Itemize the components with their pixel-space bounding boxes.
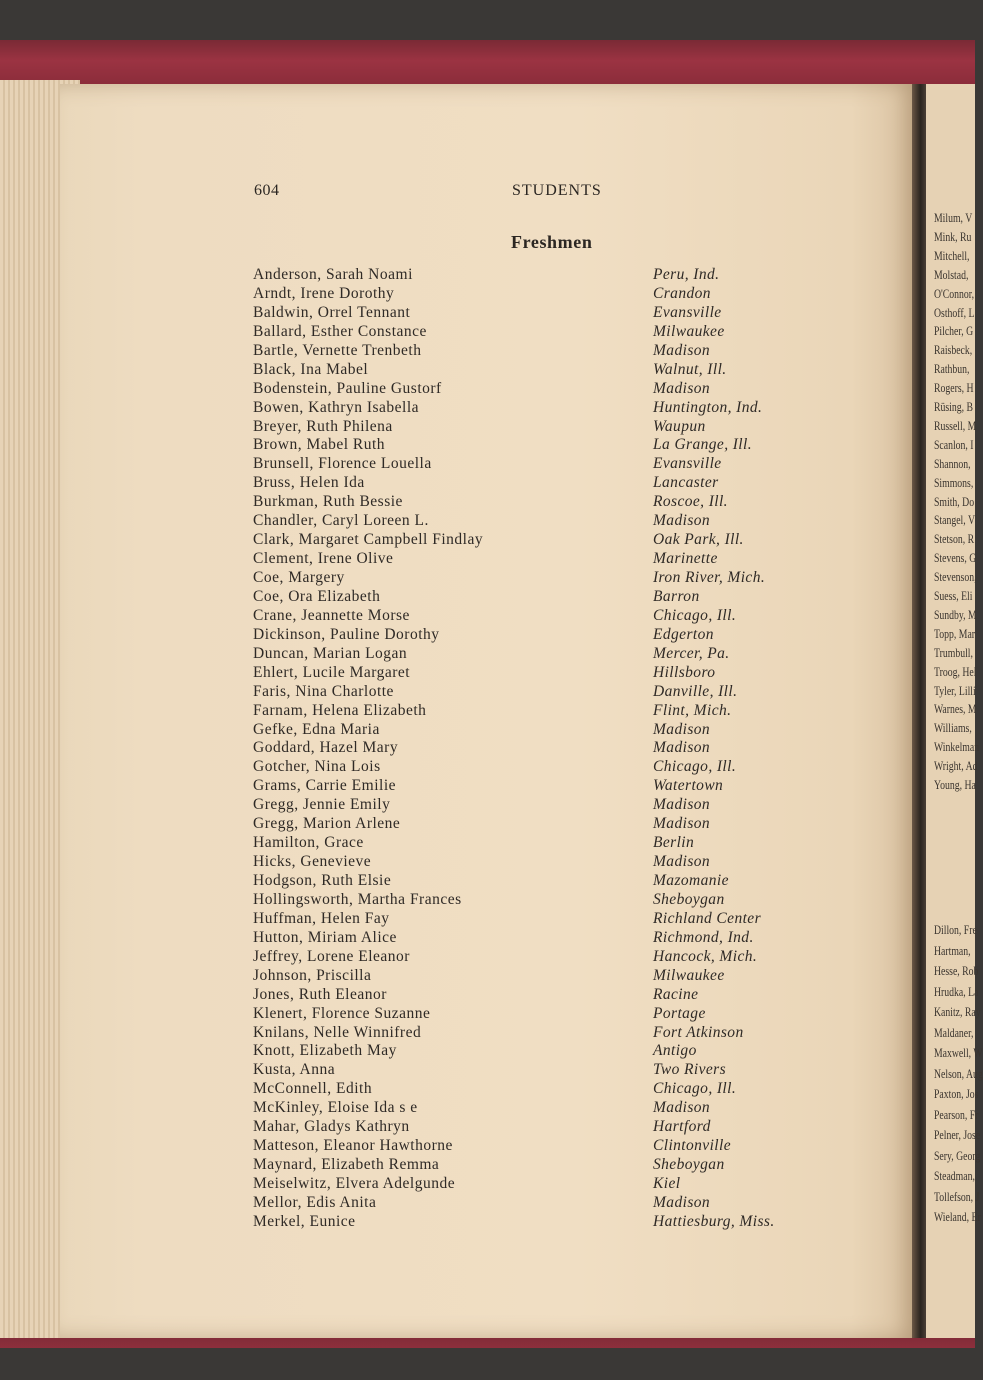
student-list — [253, 266, 853, 1232]
student-entry — [253, 550, 853, 569]
student-hometown: Richmond, Ind. — [653, 928, 754, 946]
student-hometown: Berlin — [653, 834, 695, 852]
student-entry — [253, 910, 853, 929]
facing-page-fragment: Mitchell, — [934, 247, 970, 263]
facing-page-fragment: Tollefson, J — [934, 1188, 980, 1204]
student-entry — [253, 569, 853, 588]
student-entry — [253, 399, 853, 418]
facing-page-fragment: Rathbun, — [934, 361, 970, 377]
student-name: Faris, Nina Charlotte — [253, 682, 394, 700]
student-entry — [253, 683, 853, 702]
student-name: Bodenstein, Pauline Gustorf — [253, 379, 442, 397]
student-hometown: Madison — [653, 796, 711, 814]
student-name: Coe, Margery — [253, 569, 345, 586]
student-name: Kusta, Anna — [253, 1061, 336, 1079]
student-entry — [253, 474, 853, 493]
student-name: Bowen, Kathryn Isabella — [253, 398, 420, 416]
student-name: Black, Ina Mabel — [253, 360, 369, 378]
student-hometown: Richland Center — [653, 909, 762, 927]
page-header — [0, 182, 975, 202]
student-hometown: Evansville — [653, 303, 722, 321]
student-hometown: Madison — [653, 853, 711, 871]
facing-page-fragment: Hesse, Rob — [934, 963, 979, 978]
student-entry — [253, 285, 853, 304]
facing-page-fragment: Pearson, Fr — [934, 1106, 979, 1122]
book-cover-top-edge — [0, 40, 975, 86]
student-hometown: Waupun — [653, 417, 706, 435]
student-name: Breyer, Ruth Philena — [253, 417, 393, 435]
student-entry — [253, 342, 853, 361]
student-hometown: Edgerton — [653, 625, 714, 643]
student-entry — [253, 967, 853, 986]
student-entry — [253, 418, 853, 437]
student-name: Brown, Mabel Ruth — [253, 436, 386, 454]
student-name: Crane, Jeannette Morse — [253, 606, 410, 624]
student-entry — [253, 645, 853, 664]
student-name: McConnell, Edith — [253, 1080, 373, 1098]
student-entry — [253, 512, 853, 531]
facing-page-fragment: Williams, — [934, 720, 972, 736]
student-name: Chandler, Caryl Loreen L. — [253, 512, 429, 530]
student-name: Hutton, Miriam Alice — [253, 928, 397, 946]
student-entry — [253, 323, 853, 342]
student-entry — [253, 304, 853, 323]
student-name: Duncan, Marian Logan — [253, 644, 408, 662]
facing-page-fragment: Scanlon, I — [934, 436, 974, 452]
student-hometown: Madison — [653, 1193, 711, 1211]
student-entry — [253, 986, 853, 1005]
facing-page-fragment: Rüsing, B — [934, 399, 974, 414]
student-name: Mahar, Gladys Kathryn — [253, 1118, 410, 1136]
student-name: Meiselwitz, Elvera Adelgunde — [253, 1175, 456, 1192]
student-name: Coe, Ora Elizabeth — [253, 587, 381, 605]
student-hometown: Hattiesburg, Miss. — [653, 1212, 775, 1230]
facing-page-fragment: Hrudka, La — [934, 983, 979, 999]
facing-page-fragment: Winkelman — [934, 739, 980, 755]
student-entry — [253, 266, 853, 285]
student-hometown: Hartford — [653, 1118, 711, 1136]
facing-page-fragment: Warnes, M — [934, 701, 977, 717]
student-name: McKinley, Eloise Ida s e — [253, 1099, 418, 1117]
facing-page-fragment: Stetson, R — [934, 531, 975, 547]
student-name: Baldwin, Orrel Tennant — [253, 303, 411, 321]
student-name: Arndt, Irene Dorothy — [253, 284, 395, 302]
section-title: Freshmen — [511, 232, 593, 252]
student-name: Hamilton, Grace — [253, 834, 364, 852]
facing-page-fragment: Stevens, G — [934, 550, 977, 566]
student-hometown: Milwaukee — [653, 966, 725, 984]
student-name: Farnam, Helena Elizabeth — [253, 701, 427, 719]
student-entry — [253, 739, 853, 758]
student-name: Bruss, Helen Ida — [253, 474, 365, 492]
facing-page-fragment: Wright, Ad — [934, 758, 978, 774]
student-entry — [253, 1099, 853, 1118]
page-number: 604 — [254, 182, 280, 199]
student-name: Ehlert, Lucile Margaret — [253, 663, 411, 681]
student-entry — [253, 948, 853, 967]
facing-page-fragment: Maxwell, W — [934, 1045, 983, 1060]
student-entry — [253, 436, 853, 455]
student-name: Knilans, Nelle Winnifred — [253, 1023, 422, 1041]
student-name: Merkel, Eunice — [253, 1212, 356, 1230]
student-entry — [253, 626, 853, 645]
student-entry — [253, 815, 853, 834]
facing-page-fragment: Suess, Eli — [934, 588, 973, 603]
facing-page-fragment: Raisbeck, — [934, 342, 973, 358]
student-name: Hollingsworth, Martha Frances — [253, 890, 462, 908]
student-name: Hodgson, Ruth Elsie — [253, 872, 392, 889]
student-entry — [253, 1080, 853, 1099]
student-entry — [253, 493, 853, 512]
facing-page-fragment: Pilcher, G — [934, 323, 974, 339]
facing-page-fragment: O'Connor, — [934, 285, 975, 301]
student-entry — [253, 891, 853, 910]
student-entry — [253, 777, 853, 796]
student-name: Jeffrey, Lorene Eleanor — [253, 947, 410, 965]
facing-page-fragment: Troog, Hel — [934, 663, 977, 679]
facing-page-fragment: Molstad, — [934, 266, 969, 282]
book-gutter — [912, 84, 926, 1338]
student-name: Ballard, Esther Constance — [253, 322, 427, 340]
student-entry — [253, 531, 853, 550]
facing-page-fragment: Smith, Do — [934, 493, 975, 509]
facing-page-fragment: Tyler, Lilli — [934, 682, 976, 698]
facing-page-fragment: Stangel, V — [934, 512, 975, 528]
student-hometown: La Grange, Ill. — [653, 436, 752, 454]
student-entry — [253, 1137, 853, 1156]
student-hometown: Peru, Ind. — [653, 266, 720, 283]
student-hometown: Chicago, Ill. — [653, 758, 737, 776]
facing-page-fragment: Young, Ha — [934, 777, 976, 792]
student-hometown: Hillsboro — [653, 663, 716, 681]
student-hometown: Racine — [653, 985, 699, 1003]
facing-page — [926, 84, 983, 1338]
facing-page-fragment: Steadman, — [934, 1168, 975, 1183]
student-name: Gefke, Edna Maria — [253, 720, 380, 738]
student-entry — [253, 1042, 853, 1061]
student-hometown: Hancock, Mich. — [653, 947, 758, 965]
student-entry — [253, 455, 853, 474]
student-entry — [253, 361, 853, 380]
student-name: Brunsell, Florence Louella — [253, 455, 432, 473]
student-hometown: Huntington, Ind. — [653, 398, 763, 416]
student-hometown: Madison — [653, 815, 711, 833]
student-hometown: Mazomanie — [653, 872, 729, 889]
student-hometown: Lancaster — [653, 474, 719, 492]
student-entry — [253, 607, 853, 626]
student-name: Goddard, Hazel Mary — [253, 739, 399, 757]
student-hometown: Barron — [653, 587, 700, 605]
student-name: Grams, Carrie Emilie — [253, 777, 396, 795]
running-head: STUDENTS — [512, 182, 602, 199]
student-hometown: Marinette — [653, 550, 718, 568]
student-entry — [253, 1213, 853, 1232]
student-hometown: Sheboygan — [653, 1156, 725, 1174]
facing-page-fragment: Trumbull, — [934, 644, 973, 660]
student-name: Dickinson, Pauline Dorothy — [253, 625, 440, 643]
facing-page-fragment: Sundby, M — [934, 606, 977, 622]
student-hometown: Oak Park, Ill. — [653, 531, 744, 549]
student-hometown: Madison — [653, 739, 711, 757]
student-name: Huffman, Helen Fay — [253, 909, 390, 927]
student-name: Burkman, Ruth Bessie — [253, 493, 403, 511]
student-entry — [253, 664, 853, 683]
student-hometown: Antigo — [653, 1042, 697, 1060]
facing-page-fragment: Sery, Georg — [934, 1147, 981, 1163]
student-name: Gregg, Marion Arlene — [253, 815, 401, 833]
student-hometown: Kiel — [653, 1175, 681, 1192]
student-name: Maynard, Elizabeth Remma — [253, 1156, 440, 1174]
student-entry — [253, 1005, 853, 1024]
facing-page-fragment: Rogers, H — [934, 380, 974, 396]
facing-page-fragment: Kanitz, Ray — [934, 1004, 981, 1019]
student-name: Bartle, Vernette Trenbeth — [253, 341, 422, 359]
student-name: Anderson, Sarah Noami — [253, 266, 413, 283]
facing-page-fragment: Milum, V — [934, 210, 973, 225]
student-name: Hicks, Genevieve — [253, 853, 372, 871]
student-entry — [253, 702, 853, 721]
student-entry — [253, 1194, 853, 1213]
student-name: Knott, Elizabeth May — [253, 1042, 397, 1060]
facing-page-fragment: Topp, Mar — [934, 625, 976, 641]
student-hometown: Crandon — [653, 284, 711, 302]
facing-page-fragment: Simmons, — [934, 474, 974, 490]
student-hometown: Danville, Ill. — [653, 682, 738, 700]
student-entry — [253, 721, 853, 740]
student-name: Clark, Margaret Campbell Findlay — [253, 531, 484, 549]
student-hometown: Milwaukee — [653, 322, 725, 340]
facing-page-fragment: Dillon, Fre — [934, 922, 977, 937]
facing-page-fragment: Mink, Ru — [934, 228, 972, 244]
student-hometown: Madison — [653, 1099, 711, 1117]
student-name: Mellor, Edis Anita — [253, 1193, 377, 1211]
facing-page-fragment: Nelson, Aug — [934, 1065, 983, 1081]
student-hometown: Clintonville — [653, 1137, 731, 1155]
student-hometown: Mercer, Pa. — [653, 644, 730, 662]
facing-page-fragment: Hartman, — [934, 942, 971, 958]
student-hometown: Fort Atkinson — [653, 1023, 744, 1041]
student-hometown: Madison — [653, 379, 711, 397]
student-entry — [253, 380, 853, 399]
student-name: Clement, Irene Olive — [253, 550, 394, 568]
student-hometown: Flint, Mich. — [653, 701, 732, 719]
student-hometown: Madison — [653, 341, 711, 359]
student-entry — [253, 853, 853, 872]
student-hometown: Iron River, Mich. — [653, 569, 766, 586]
facing-page-fragment: Shannon, — [934, 455, 971, 471]
student-hometown: Madison — [653, 720, 711, 738]
student-name: Gotcher, Nina Lois — [253, 758, 381, 776]
student-hometown: Walnut, Ill. — [653, 360, 727, 378]
student-entry — [253, 929, 853, 948]
facing-page-fragment: Paxton, Jos — [934, 1086, 979, 1101]
facing-page-fragment: Wieland, Er — [934, 1209, 981, 1224]
student-hometown: Two Rivers — [653, 1061, 727, 1079]
student-hometown: Roscoe, Ill. — [653, 493, 728, 511]
student-entry — [253, 1175, 853, 1194]
student-hometown: Portage — [653, 1004, 706, 1022]
facing-page-fragment: Osthoff, L — [934, 304, 975, 320]
student-entry — [253, 1061, 853, 1080]
student-entry — [253, 588, 853, 607]
student-name: Klenert, Florence Suzanne — [253, 1004, 431, 1022]
facing-page-fragment: Maldaner, — [934, 1024, 974, 1040]
student-hometown: Watertown — [653, 777, 724, 795]
facing-page-fragment: Pelner, Jose — [934, 1127, 981, 1142]
student-hometown: Evansville — [653, 455, 722, 473]
student-name: Gregg, Jennie Emily — [253, 796, 391, 814]
student-entry — [253, 1024, 853, 1043]
facing-page-fragment: Stevenson, — [934, 569, 977, 585]
student-hometown: Chicago, Ill. — [653, 1080, 737, 1098]
student-entry — [253, 872, 853, 891]
student-entry — [253, 796, 853, 815]
student-entry — [253, 1156, 853, 1175]
facing-page-fragment: Russell, M — [934, 417, 977, 433]
student-hometown: Chicago, Ill. — [653, 606, 737, 624]
student-entry — [253, 758, 853, 777]
student-hometown: Madison — [653, 512, 711, 530]
student-entry — [253, 834, 853, 853]
student-name: Jones, Ruth Eleanor — [253, 985, 387, 1003]
student-hometown: Sheboygan — [653, 890, 725, 908]
student-entry — [253, 1118, 853, 1137]
student-name: Matteson, Eleanor Hawthorne — [253, 1137, 453, 1155]
student-name: Johnson, Priscilla — [253, 966, 372, 984]
